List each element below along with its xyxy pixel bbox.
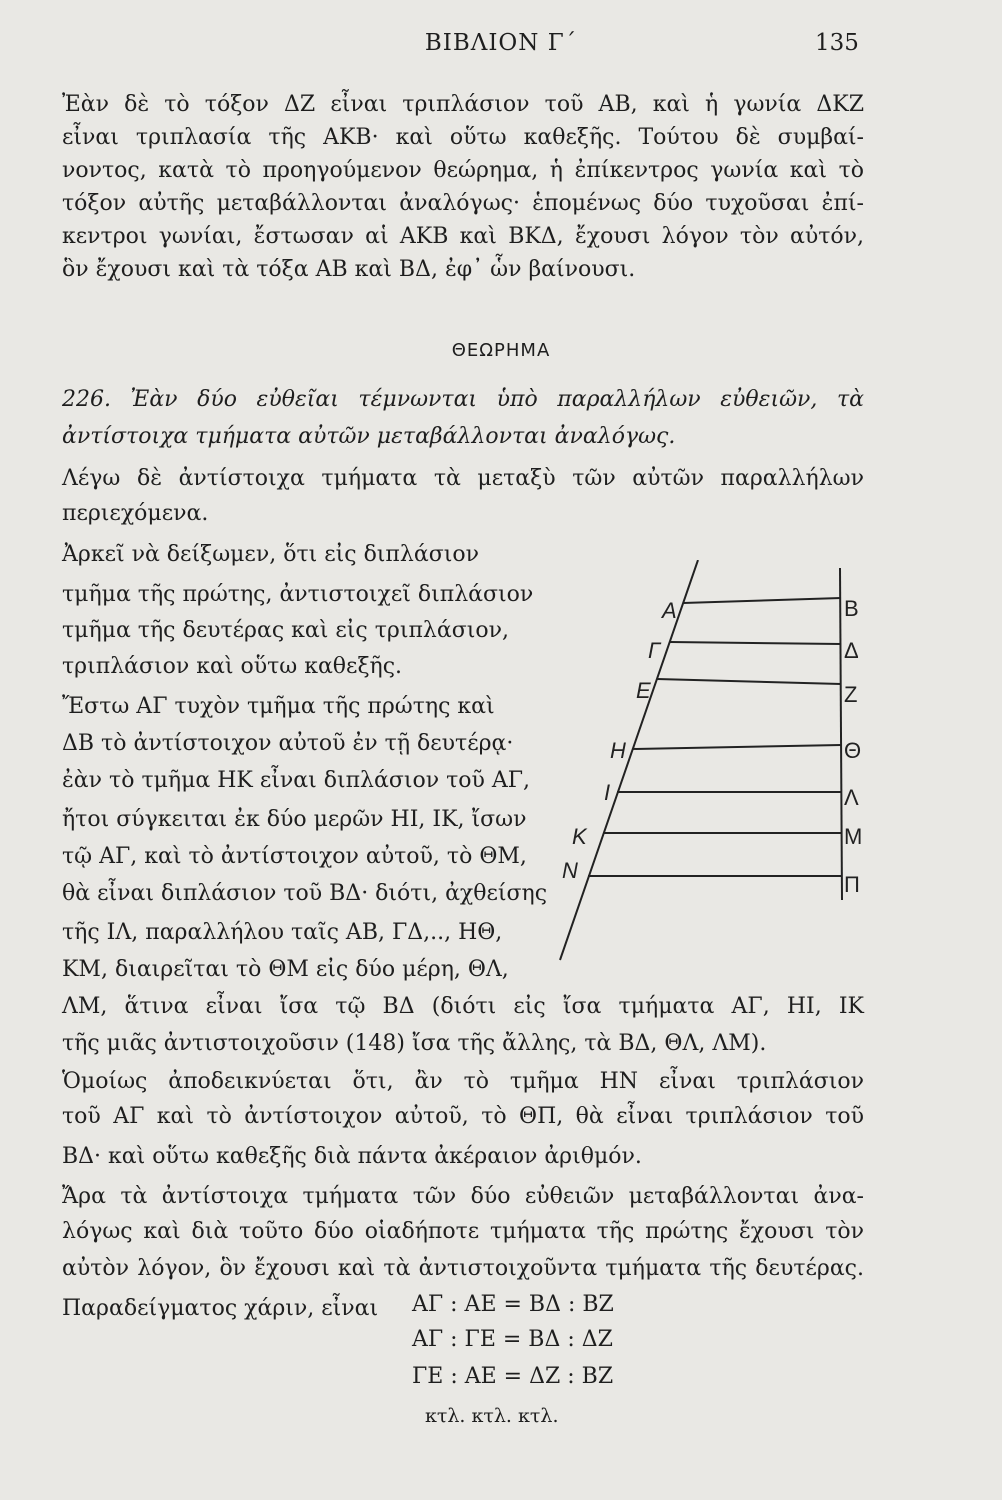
text-line: τόξον αὐτῆς μεταβάλλονται ἀναλόγως· ἑπομένως δύο τυχοῦσαι ἐπί- [62,191,864,216]
figure-point-label: Κ [572,824,587,849]
figure-point-label: Β [844,596,859,621]
text-line: λόγως καὶ διὰ τοῦτο δύο οἱαδήποτε τμήματα τῆς πρώτης ἔχουσι τὸν [62,1219,864,1244]
etc-line: κτλ. κτλ. κτλ. [425,1405,559,1427]
figure-point-label: Ζ [844,682,858,707]
text-line: κεντροι γωνίαι, ἔστωσαν αἱ ΑΚΒ καὶ ΒΚΔ, ἔχουσι λόγον τὸν αὐτόν, [62,224,864,249]
text-line: τμῆμα τῆς πρώτης, ἀντιστοιχεῖ διπλάσιον [62,582,534,607]
second-transversal [840,568,842,900]
theorem-heading: ΘΕΩΡΗΜΑ [451,340,551,361]
text-line: νοντος, κατὰ τὸ προηγούμενον θεώρημα, ἡ ἐπίκεντρος γωνία καὶ τὸ [62,158,864,183]
parallel-line-AB [683,598,841,603]
figure-point-label: Γ [648,638,661,663]
theorem-statement: 226. Ἐὰν δύο εὐθεῖαι τέμνωνται ὑπὸ παραλλήλων εὐθειῶν, τὰ [62,387,864,412]
text-line: Ἄρα τὰ ἀντίστοιχα τμήματα τῶν δύο εὐθειῶν μεταβάλλονται ἀνα- [62,1184,864,1209]
parallel-line-EZ [657,679,841,684]
text-line: ΔΒ τὸ ἀντίστοιχον αὐτοῦ ἐν τῇ δευτέρᾳ· [62,731,514,756]
text-line: θὰ εἶναι διπλάσιον τοῦ ΒΔ· διότι, ἀχθείσης [62,881,548,906]
text-line: αὐτὸν λόγον, ὃν ἔχουσι καὶ τὰ ἀντιστοιχοῦντα τμήματα τῆς δευτέρας. [62,1256,864,1281]
text-line: Ἀρκεῖ νὰ δείξωμεν, ὅτι εἰς διπλάσιον [62,542,479,567]
text-line: τῆς ΙΛ, παραλλήλου ταῖς ΑΒ, ΓΔ,.., ΗΘ, [62,920,503,945]
proportion-equation: ΑΓ : ΑΕ = ΒΔ : ΒΖ [412,1292,614,1317]
first-transversal [560,560,698,960]
proportion-equation: ΑΓ : ΓΕ = ΒΔ : ΔΖ [412,1327,613,1352]
text-line: τῆς μιᾶς ἀντιστοιχοῦσιν (148) ἴσα τῆς ἄλλης, τὰ ΒΔ, ΘΛ, ΛΜ). [62,1031,767,1056]
text-line: τμῆμα τῆς δευτέρας καὶ εἰς τριπλάσιον, [62,618,509,643]
figure-point-label: Ε [636,678,651,703]
figure-point-label: Μ [844,824,863,849]
text-line: περιεχόμενα. [62,501,209,526]
text-line: ἤτοι σύγκειται ἐκ δύο μερῶν ΗΙ, ΙΚ, ἴσων [62,807,527,832]
parallel-line-HTH [632,745,841,749]
text-line: Λέγω δὲ ἀντίστοιχα τμήματα τὰ μεταξὺ τῶν αὐτῶν παραλλήλων [62,466,864,491]
page-number: 135 [815,30,859,56]
example-lead: Παραδείγματος χάριν, εἶναι [62,1296,379,1321]
text-line: τῷ ΑΓ, καὶ τὸ ἀντίστοιχον αὐτοῦ, τὸ ΘΜ, [62,844,527,869]
text-line: ΚΜ, διαιρεῖται τὸ ΘΜ εἰς δύο μέρη, ΘΛ, [62,957,509,982]
theorem-statement: ἀντίστοιχα τμήματα αὐτῶν μεταβάλλονται ἀναλόγως. [62,424,676,449]
figure-point-label: Θ [844,738,862,763]
proportion-equation: ΓΕ : ΑΕ = ΔΖ : ΒΖ [412,1364,614,1389]
figure-point-label: Δ [844,638,859,663]
figure-point-label: Ι [604,780,611,805]
running-header: ΒΙΒΛΙΟΝ Γ΄ [424,30,578,56]
text-line: ἐὰν τὸ τμῆμα ΗΚ εἶναι διπλάσιον τοῦ ΑΓ, [62,768,531,793]
text-line: τοῦ ΑΓ καὶ τὸ ἀντίστοιχον αὐτοῦ, τὸ ΘΠ, θὰ εἶναι τριπλάσιον τοῦ [62,1104,864,1129]
text-line: εἶναι τριπλασία τῆς ΑΚΒ· καὶ οὕτω καθεξῆς. Τούτου δὲ συμβαί- [62,125,864,150]
figure-point-label: Ν [562,858,578,883]
figure-point-label: Λ [844,785,859,810]
figure-point-label: Η [610,738,626,763]
figure-point-label: Π [844,872,860,897]
text-line: ΛΜ, ἅτινα εἶναι ἴσα τῷ ΒΔ (διότι εἰς ἴσα τμήματα ΑΓ, ΗΙ, ΙΚ [62,994,864,1019]
text-line: Ὁμοίως ἀποδεικνύεται ὅτι, ἂν τὸ τμῆμα ΗΝ εἶναι τριπλάσιον [62,1069,864,1094]
parallel-line-GD [670,642,841,644]
parallel-lines-figure [540,560,880,980]
text-line: ΒΔ· καὶ οὕτω καθεξῆς διὰ πάντα ἀκέραιον ἀριθμόν. [62,1144,642,1169]
figure-point-label: Α [662,598,677,623]
text-line: ὃν ἔχουσι καὶ τὰ τόξα ΑΒ καὶ ΒΔ, ἐφ᾽ ὧν βαίνουσι. [62,257,636,282]
text-line: Ἔστω ΑΓ τυχὸν τμῆμα τῆς πρώτης καὶ [62,694,495,719]
text-line: Ἐὰν δὲ τὸ τόξον ΔΖ εἶναι τριπλάσιον τοῦ ΑΒ, καὶ ἡ γωνία ΔΚΖ [62,92,864,117]
text-line: τριπλάσιον καὶ οὕτω καθεξῆς. [62,654,403,679]
